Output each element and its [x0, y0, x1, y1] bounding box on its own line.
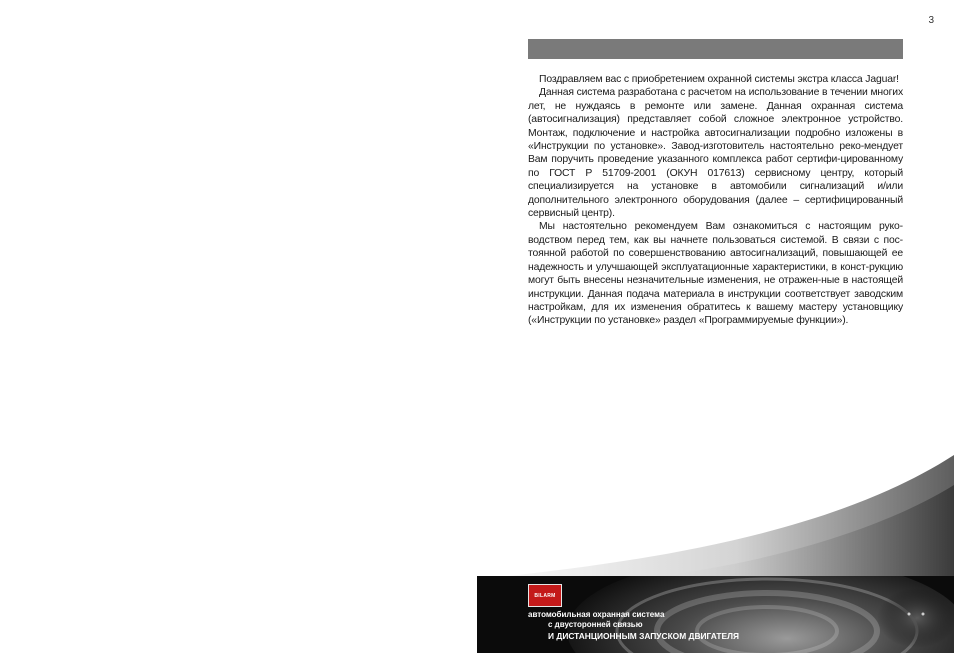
banner-tagline-line2: с двусторонней связью — [548, 620, 643, 629]
product-banner — [477, 576, 954, 653]
banner-tagline-line3: И ДИСТАНЦИОННЫМ ЗАПУСКОМ ДВИГАТЕЛЯ — [548, 631, 739, 641]
brand-logo-text: BILARM — [534, 592, 556, 599]
body-text — [528, 73, 903, 328]
section-header-bar — [528, 39, 903, 59]
brand-logo — [528, 584, 562, 607]
banner-tagline-line1: автомобильная охранная система — [528, 610, 665, 619]
paragraph-recommendation: Мы настоятельно рекомендуем Вам ознакомиться с настоящим руко-водством перед тем, как вы начнете пользоваться системой. В связи с пос-тоянной работой по совершенствованию автосигнализаций, повышающей ее надежность и улучшающей эксплуатационные характеристики, в конст-рукцию могут быть внесены незначительные изменения, не отражен-ные в настоящей инструкции. Данная подача материала в инструкции соответствует заводским настройкам, для их изменения обратитесь к вашему мастеру установщику («Инструкции по установке» раздел «Программируемые функции»). — [528, 221, 903, 327]
page-number: 3 — [928, 15, 934, 26]
decorative-swoosh — [470, 455, 954, 580]
paragraph-system-description: Данная система разработана с расчетом на использование в течении многих лет, не нуждаясь в ремонте или замене. Данная охранная система (автосигнализация) представляет собой сложное электронное устройство. Монтаж, подключение и настройка автосигнализации подробно изложены в «Инструкции по установке». Завод-изготовитель настоятельно реко-мендует Вам поручить проведение указанного комплекса работ сертифи-цированному по ГОСТ Р 51709-2001 (ОКУН 017613) сервисному центру, который специализируется на установке в автомобили сигнализаций и/или дополнительного электронного оборудования (далее – сертифицированный сервисный центр). — [528, 87, 903, 220]
paragraph-greeting: Поздравляем вас с приобретением охранной системы экстра класса Jaguar! — [539, 74, 899, 85]
